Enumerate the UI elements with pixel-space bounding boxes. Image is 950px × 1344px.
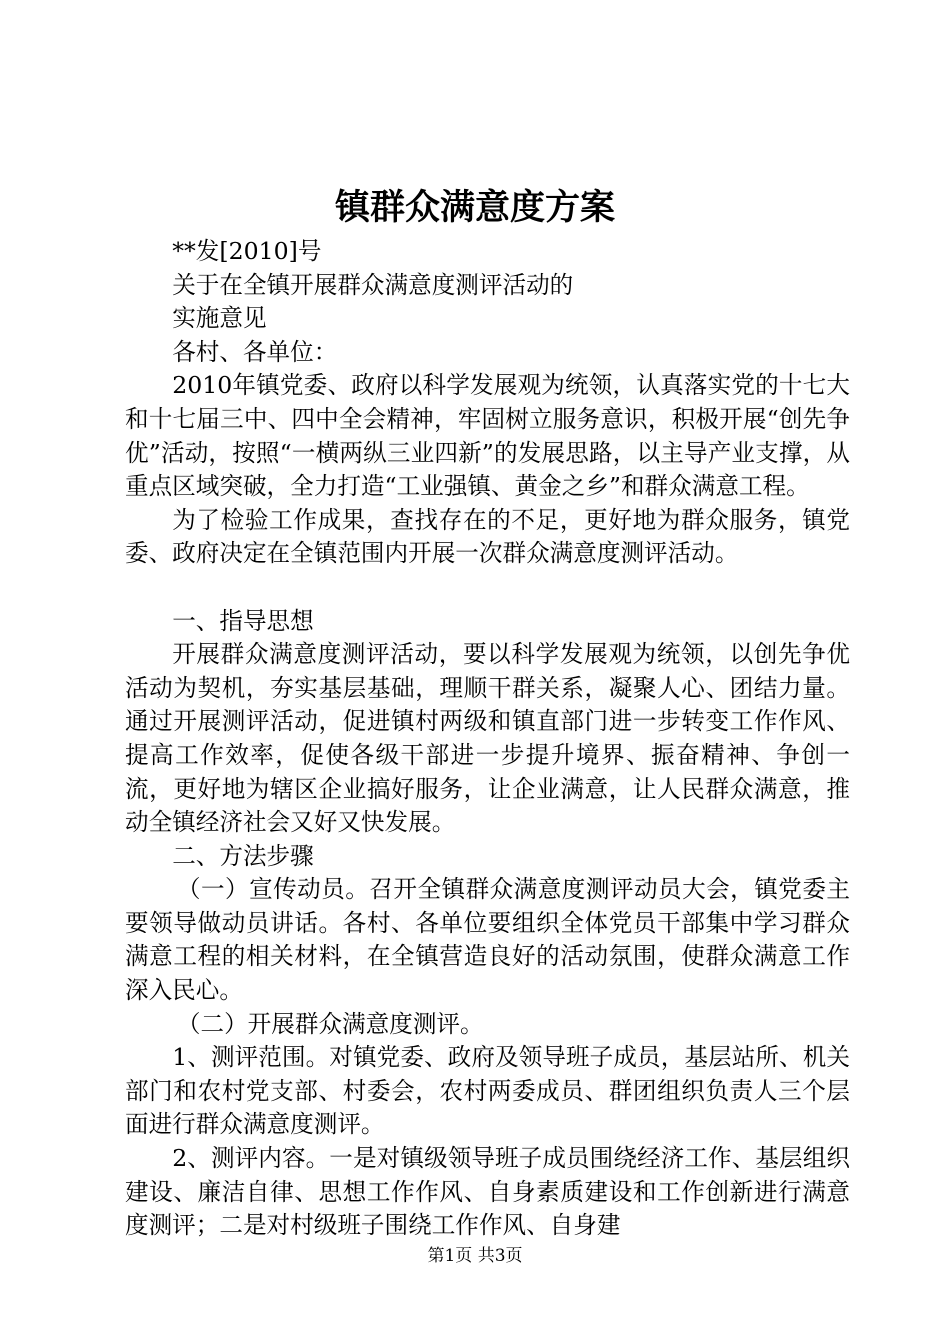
subject-line-continued: 实施意见 bbox=[172, 304, 267, 333]
document-title: 镇群众满意度方案 bbox=[334, 187, 615, 228]
paragraph-survey-scope: 1、测评范围。对镇党委、政府及领导班子成员，基层站所、机关部门和农村党支部、村委会，农村两委成员、群团组织负责人三个层面进行群众满意度测评。 bbox=[125, 1043, 850, 1139]
paragraph-purpose: 为了检验工作成果，查找存在的不足，更好地为群众服务，镇党委、政府决定在全镇范围内开展一次群众满意度测评活动。 bbox=[125, 505, 850, 568]
document-number: **发[2010]号 bbox=[172, 237, 322, 265]
section-heading-guiding-ideology: 一、指导思想 bbox=[172, 606, 314, 635]
subsection-heading-survey: （二）开展群众满意度测评。 bbox=[176, 1009, 484, 1038]
paragraph-publicity-mobilization: （一）宣传动员。召开全镇群众满意度测评动员大会，镇党委主要领导做动员讲话。各村、各单位要组织全体党员干部集中学习群众满意工程的相关材料，在全镇营造良好的活动氛围，使群众满意工作深入民心。 bbox=[125, 875, 850, 1005]
page-footer: 第1页 共3页 bbox=[427, 1246, 523, 1266]
subject-line: 关于在全镇开展群众满意度测评活动的 bbox=[172, 270, 574, 299]
paragraph-guiding-ideology: 开展群众满意度测评活动，要以科学发展观为统领，以创先争优活动为契机，夯实基层基础，理顺干群关系，凝聚人心、团结力量。通过开展测评活动，促进镇村两级和镇直部门进一步转变工作作风、提高工作效率，促使各级干部进一步提升境界、振奋精神、争创一流，更好地为辖区企业搞好服务，让企业满意，让人民群众满意，推动全镇经济社会又好又快发展。 bbox=[125, 640, 850, 837]
paragraph-intro: 2010年镇党委、政府以科学发展观为统领，认真落实党的十七大和十七届三中、四中全会精神，牢固树立服务意识，积极开展“创先争优”活动，按照“一横两纵三业四新”的发展思路，以主导产业支撑，从重点区域突破，全力打造“工业强镇、黄金之乡”和群众满意工程。 bbox=[125, 371, 850, 501]
section-heading-method-steps: 二、方法步骤 bbox=[172, 841, 314, 870]
salutation: 各村、各单位： bbox=[172, 337, 338, 366]
document-body bbox=[125, 235, 850, 1243]
paragraph-survey-content: 2、测评内容。一是对镇级领导班子成员围绕经济工作、基层组织建设、廉洁自律、思想工作作风、自身素质建设和工作创新进行满意度测评；二是对村级班子围绕工作作风、自身建 bbox=[125, 1144, 850, 1240]
